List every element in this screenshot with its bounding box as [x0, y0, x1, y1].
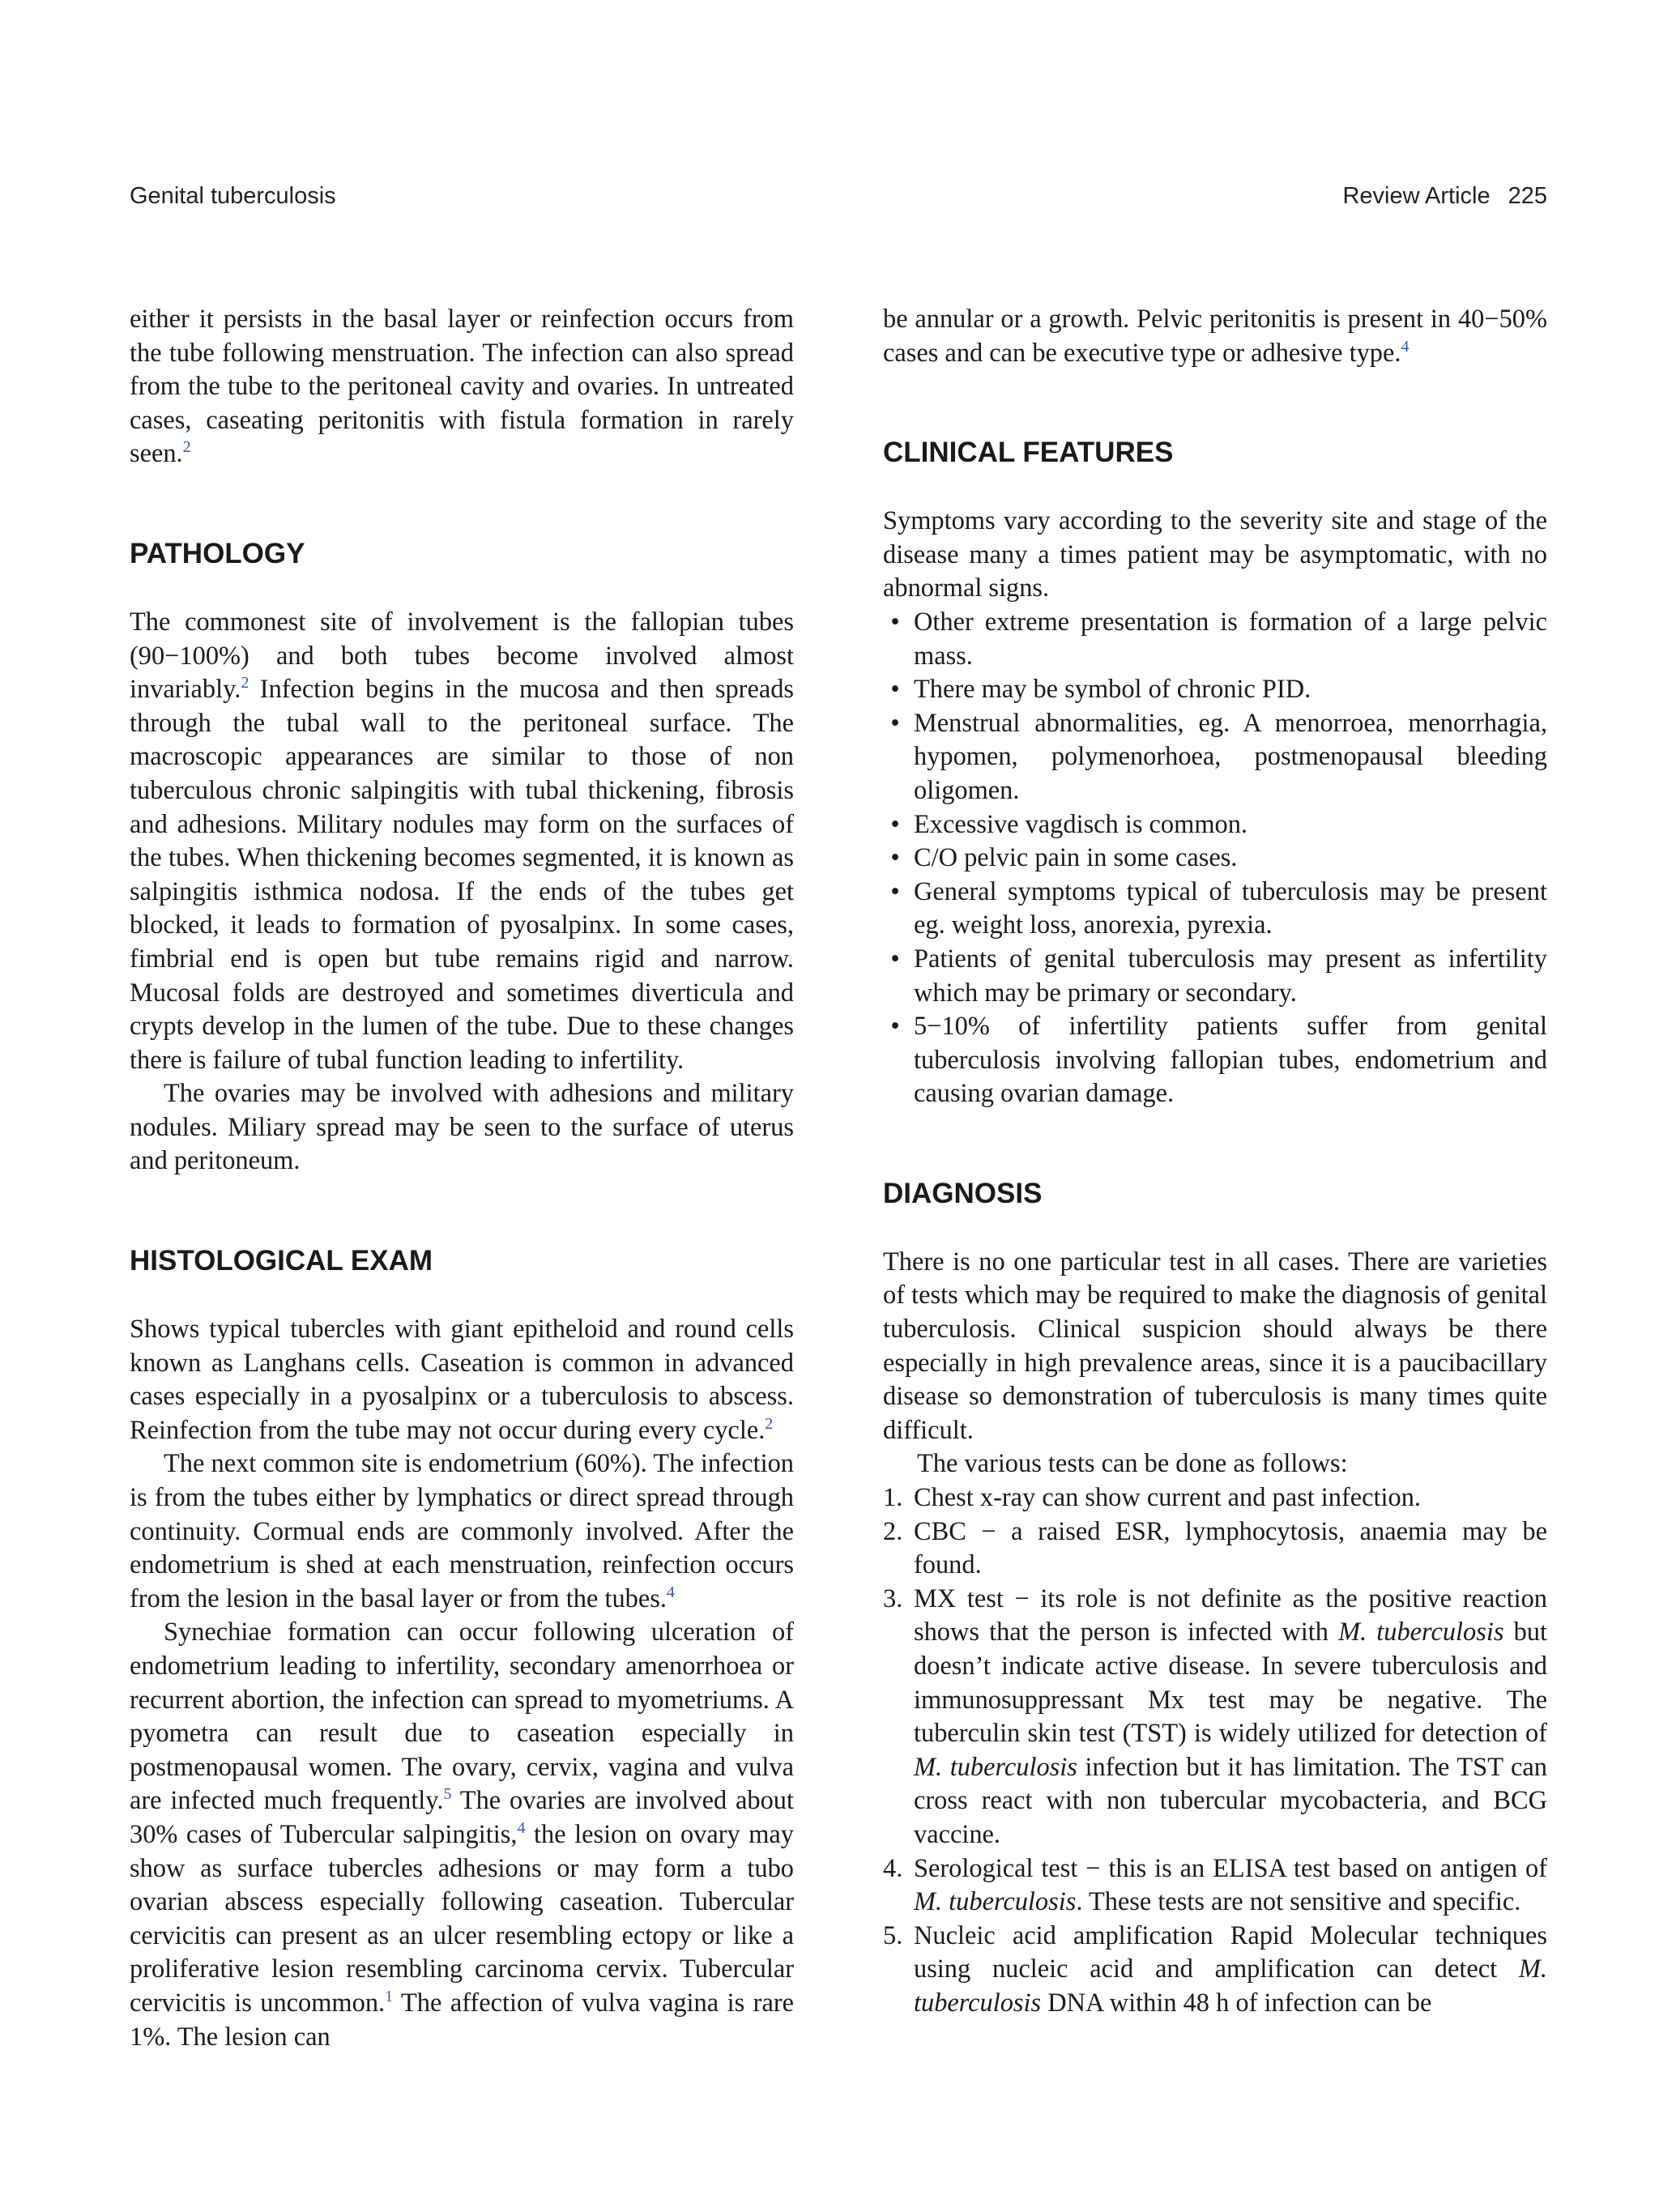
reference-link[interactable]: 2	[241, 674, 249, 693]
reference-link[interactable]: 2	[182, 438, 191, 457]
reference-link[interactable]: 5	[443, 1785, 452, 1804]
reference-link[interactable]: 2	[765, 1414, 774, 1433]
list-number: 1.	[883, 1483, 903, 1513]
list-item: • There may be symbol of chronic PID.	[883, 673, 1547, 707]
pathology-paragraph: The ovaries may be involved with adhesions and military nodules. Miliary spread may be seen to the surface of uterus and peritoneum.	[130, 1079, 794, 1176]
reference-link[interactable]: 4	[517, 1818, 526, 1837]
reference-link[interactable]: 4	[1401, 337, 1410, 356]
list-item: 5. Nucleic acid amplification Rapid Molecular techniques using nucleic acid and amplification can detect M. tuberculosis DNA within 48 h of infection can be	[883, 1920, 1547, 2018]
intro-paragraph: either it persists in the basal layer or reinfection occurs from the tube following menstruation. The infection can also spread from the tube to the peritoneal cavity and ovaries. In untreated cases, caseating peritonitis with fistula formation in rarely seen.$^2$	[130, 305, 794, 469]
list-item: 1. Chest x-ray can show current and past infection.	[883, 1481, 1547, 1515]
list-item: 2. CBC − a raised ESR, lymphocytosis, anaemia may be found.	[883, 1516, 1547, 1580]
header-right	[1342, 183, 1547, 210]
running-title: Genital tuberculosis	[130, 183, 336, 209]
list-item: • Patients of genital tuberculosis may present as infertility which may be primary or secondary.	[883, 943, 1547, 1010]
list-item: • Excessive vagdisch is common.	[883, 808, 1547, 842]
list-number: 5.	[883, 1920, 903, 1950]
list-item: • Menstrual abnormalities, eg. A menorroea, menorrhagia, hypomen, polymenorhoea, postmenopausal bleeding oligomen.	[883, 707, 1547, 808]
page-number: 225	[1508, 183, 1547, 209]
list-number: 3.	[883, 1583, 903, 1613]
bullet-icon: •	[890, 809, 900, 839]
pathology-paragraph: The commonest site of involvement is the fallopian tubes (90−100%) and both tubes become involved almost invariably.$^2$ Infection begins in the mucosa and then spreads through the tubal wall to the peritoneal surface. The macroscopic appearances are similar to those of non tuberculous chronic salpingitis with tubal thickening, fibrosis and adhesions. Military nodules may form on the surfaces of the tubes. When thickening becomes segmented, it is known as salpingitis isthmica nodosa. If the ends of the tubes get blocked, it leads to formation of pyosalpinx. In some cases, fimbrial end is open but tube remains rigid and narrow. Mucosal folds are destroyed and sometimes diverticula and crypts develop in the lumen of the tube. Due to these changes there is failure of tubal function leading to infertility.	[130, 607, 794, 1075]
bullet-icon: •	[890, 944, 900, 974]
continuation-paragraph: be annular or a growth. Pelvic peritonitis is present in 40−50% cases and can be executive type or adhesive type.$^4$	[883, 305, 1547, 368]
list-number: 2.	[883, 1516, 903, 1546]
list-item: 4. Serological test − this is an ELISA test based on antigen of M. tuberculosis. These tests are not sensitive and specific.	[883, 1853, 1547, 1917]
histology-paragraph: The next common site is endometrium (60%). The infection is from the tubes either by lymphatics or direct spread through continuity. Cormual ends are commonly involved. After the endometrium is shed at each menstruation, reinfection occurs from the lesion in the basal layer or from the tubes.$^4$	[130, 1449, 794, 1613]
bullet-icon: •	[890, 708, 900, 738]
list-item: • C/O pelvic pain in some cases.	[883, 842, 1547, 876]
list-item: • General symptoms typical of tuberculosis may be present eg. weight loss, anorexia, pyrexia.	[883, 876, 1547, 943]
diagnosis-heading: DIAGNOSIS	[883, 1177, 1043, 1209]
list-number: 4.	[883, 1853, 903, 1883]
list-item: • Other extreme presentation is formation of a large pelvic mass.	[883, 606, 1547, 673]
pathology-heading: PATHOLOGY	[130, 537, 305, 569]
bullet-icon: •	[890, 876, 900, 906]
histology-paragraph: Shows typical tubercles with giant epitheloid and round cells known as Langhans cells. Caseation is common in advanced cases especially in a pyosalpinx or a tuberculosis to abscess. Reinfection from the tube may not occur during every cycle.$^2$	[130, 1315, 794, 1445]
bullet-icon: •	[890, 607, 900, 637]
bullet-icon: •	[890, 1012, 900, 1042]
list-item: • 5−10% of infertility patients suffer from genital tuberculosis involving fallopian tubes, endometrium and causing ovarian damage.	[883, 1010, 1547, 1111]
diagnosis-paragraph: There is no one particular test in all cases. There are varieties of tests which may be required to make the diagnosis of genital tuberculosis. Clinical suspicion should always be there especially in high prevalence areas, since it is a paucibacillary disease so demonstration of tuberculosis is many times quite difficult.	[883, 1247, 1547, 1445]
clinical-features-list	[883, 606, 1547, 1111]
list-item: 3. MX test − its role is not definite as the positive reaction shows that the person is infected with M. tuberculosis but doesn’t indicate active disease. In severe tuberculosis and immunosuppressant Mx test may be negative. The tuberculin skin test (TST) is widely utilized for detection of M. tuberculosis infection but it has limitation. The TST can cross react with non tubercular mycobacteria, and BCG vaccine.	[883, 1583, 1547, 1849]
histological-heading: HISTOLOGICAL EXAM	[130, 1245, 433, 1277]
reference-link[interactable]: 4	[666, 1583, 675, 1601]
right-column	[883, 303, 1547, 2021]
bullet-icon: •	[890, 843, 900, 873]
diagnosis-paragraph: The various tests can be done as follows:	[917, 1449, 1348, 1479]
histology-paragraph: Synechiae formation can occur following ulceration of endometrium leading to infertility, secondary amenorrhoea or recurrent abortion, the infection can spread to myometriums. A pyometra can result due to caseation especially in postmenopausal women. The ovary, cervix, vagina and vulva are infected much frequently.$^5$ The ovaries are involved about 30% cases of Tubercular salpingitis,$^4$ the lesion on ovary may show as surface tubercles adhesions or may form a tubo ovarian abscess especially following caseation. Tubercular cervicitis can present as an ulcer resembling ectopy or like a proliferative lesion resembling carcinoma cervix. Tubercular cervicitis is uncommon.$^1$ The affection of vulva vagina is rare 1%. The lesion can	[130, 1617, 795, 2052]
left-column	[130, 303, 794, 2054]
clinical-intro-paragraph: Symptoms vary according to the severity site and stage of the disease many a times patient may be asymptomatic, with no abnormal signs.	[883, 506, 1547, 603]
diagnostic-tests-list	[883, 1481, 1547, 2021]
bullet-icon: •	[890, 675, 900, 705]
clinical-features-heading: CLINICAL FEATURES	[883, 437, 1174, 469]
section-label: Review Article	[1342, 183, 1491, 209]
reference-link[interactable]: 1	[385, 1987, 394, 2005]
running-header	[130, 183, 1547, 215]
